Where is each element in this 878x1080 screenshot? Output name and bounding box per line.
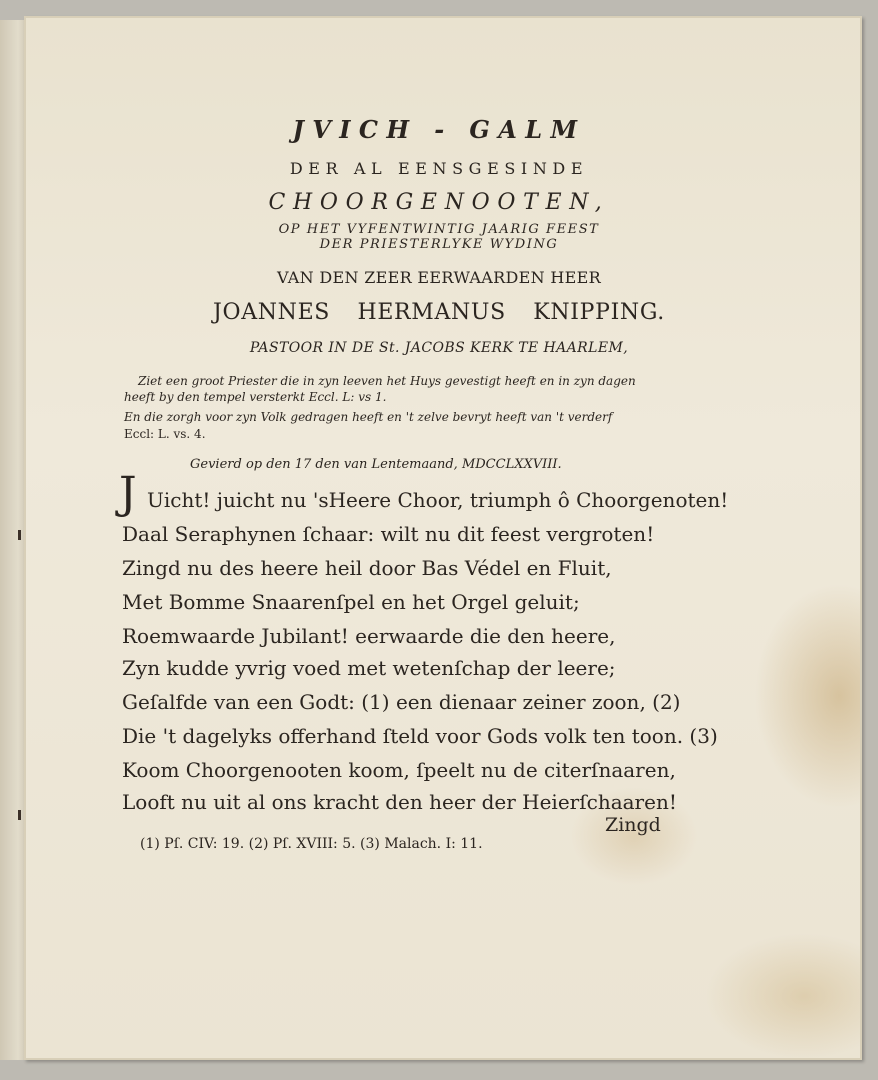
verse-line: Met Bomme Snaarenſpel en het Orgel geluit;	[122, 590, 580, 614]
verse-line: Looft nu uit al ons kracht den heer der Heierſchaaren!	[122, 790, 677, 814]
subtitle: DER AL EENSGESINDE	[289, 159, 589, 178]
verse-line: Roemwaarde Jubilant! eerwaarde die den heere,	[122, 624, 616, 648]
verse-line: Koom Choorgenooten koom, ſpeelt nu de citerſnaaren,	[122, 758, 676, 782]
choir-heading: CHOORGENOOTEN,	[268, 190, 610, 215]
date-line: Gevierd op den 17 den van Lentemaand, MDCCLXXVIII.	[190, 457, 562, 472]
verse-line: Zingd nu des heere heil door Bas Védel en Fluit,	[122, 556, 612, 580]
role-line: PASTOOR IN DE St. JACOBS KERK TE HAARLEM,	[249, 340, 629, 356]
verse-line: Zyn kudde yvrig voed met wetenſchap der leere;	[122, 656, 616, 680]
footnotes: (1) Pſ. CIV: 19. (2) Pſ. XVIII: 5. (3) Malach. I: 11.	[140, 836, 483, 852]
binding-stitch	[18, 810, 21, 820]
quote-1-line-1: Ziet een groot Priester die in zyn leeven het Huys gevestigt heeft en in zyn dagen	[138, 374, 636, 388]
quote-2-line-1: En die zorgh voor zyn Volk gedragen heeft en 't zelve bevryt heeft van 't verderf	[124, 410, 613, 424]
occasion-line-1: OP HET VYFENTWINTIG JAARIG FEEST	[278, 222, 600, 237]
quote-2-line-2: Eccl: L. vs. 4.	[124, 427, 206, 441]
verse-line: Die 't dagelyks offerhand ſteld voor Gods volk ten toon. (3)	[122, 724, 718, 748]
verse-line: Uicht! juicht nu 'sHeere Choor, triumph ô Choorgenoten!	[147, 488, 729, 512]
drop-cap: J	[119, 468, 137, 519]
honoree-intro: VAN DEN ZEER EERWAARDEN HEER	[276, 268, 602, 287]
verse-line: Daal Seraphynen ſchaar: wilt nu dit feest vergroten!	[122, 522, 655, 546]
quote-1-line-2: heeft by den tempel versterkt Eccl. L: vs 1.	[124, 390, 387, 404]
catchword: Zingd	[605, 814, 661, 836]
binding-stitch	[18, 530, 21, 540]
occasion-line-2: DER PRIESTERLYKE WYDING	[319, 237, 559, 252]
title: JVICH - GALM	[292, 115, 586, 144]
honoree-name: JOANNES HERMANUS KNIPPING.	[213, 300, 665, 325]
verse-line: Geſalfde van een Godt: (1) een dienaar zeiner zoon, (2)	[122, 690, 681, 714]
